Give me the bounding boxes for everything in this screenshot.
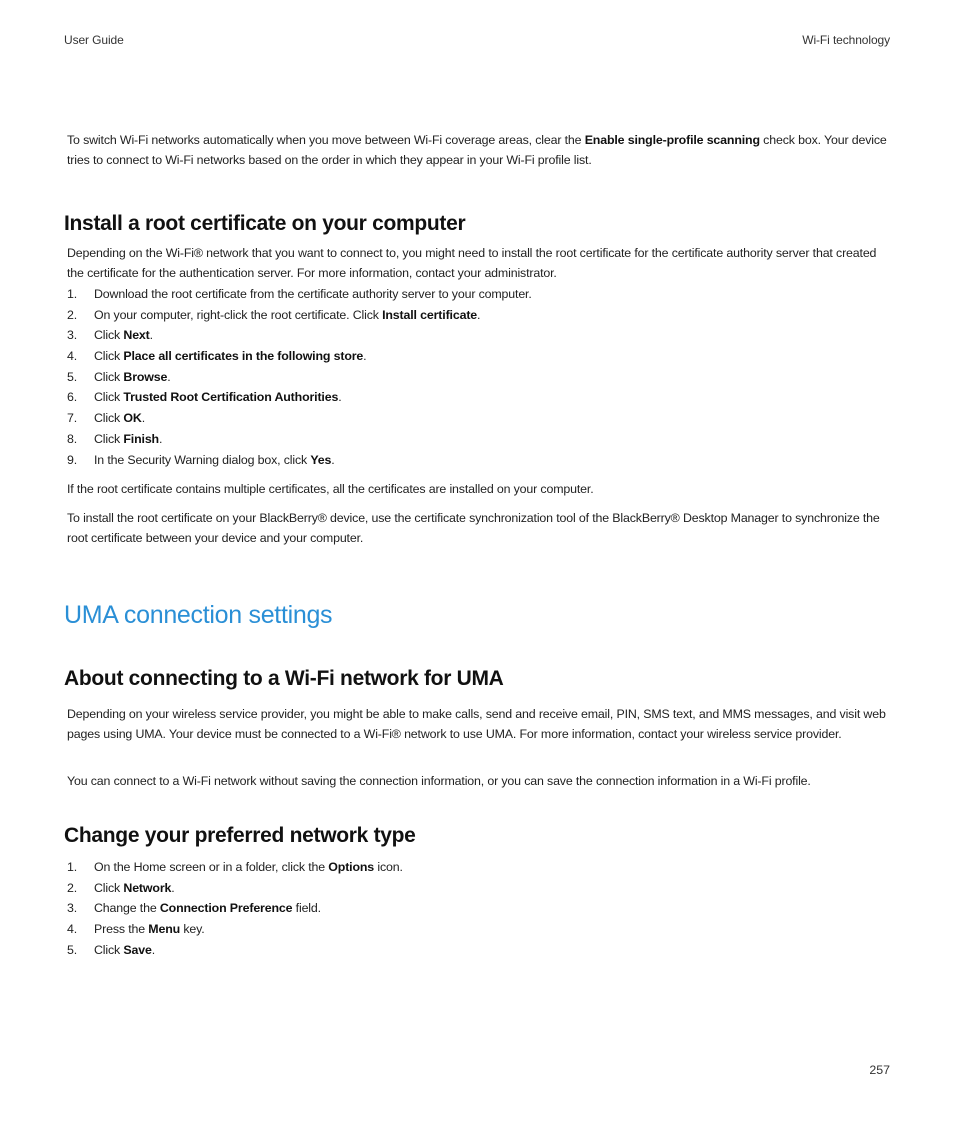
step-text: Click Network. (94, 880, 175, 895)
list-item (67, 450, 895, 471)
list-item (67, 284, 895, 305)
list-item (67, 346, 895, 367)
step-text: Change the Connection Preference field. (94, 901, 321, 916)
step-text: Click OK. (94, 411, 145, 426)
root-cert-intro: Depending on the Wi-Fi® network that you want to connect to, you might need to install the root certificate for the certificate authority server that created the certificate for the authentication server. For more information, contact your administrator. (67, 246, 877, 280)
root-cert-note-device: To install the root certificate on your BlackBerry® device, use the certificate synchronization tool of the BlackBerry® Desktop Manager to synchronize the root certificate between your device and your computer. (67, 511, 880, 545)
list-item (67, 429, 895, 450)
section-title-preferred-network: Change your preferred network type (64, 824, 416, 847)
list-item (67, 940, 895, 961)
about-uma-profile-paragraph: You can connect to a Wi-Fi network without saving the connection information, or you can save the connection information in a Wi-Fi profile. (67, 774, 811, 788)
root-cert-note-multiple: If the root certificate contains multiple certificates, all the certificates are installed on your computer. (67, 482, 594, 496)
step-text: Press the Menu key. (94, 922, 205, 937)
intro-paragraph (67, 131, 895, 170)
step-text: Click Trusted Root Certification Authorities. (94, 390, 342, 405)
page-number: 257 (869, 1063, 890, 1077)
step-text: In the Security Warning dialog box, click Yes. (94, 452, 335, 467)
step-text: On the Home screen or in a folder, click the Options icon. (94, 860, 403, 874)
step-text: Click Browse. (94, 369, 171, 384)
list-item (67, 325, 895, 346)
list-item (67, 898, 895, 919)
step-number: 3. (67, 328, 78, 343)
step-text: Download the root certificate from the certificate authority server to your computer. (94, 287, 532, 301)
step-number: 4. (67, 922, 78, 937)
step-number: 2. (67, 880, 78, 895)
root-cert-steps (67, 284, 895, 470)
section-title-about-uma: About connecting to a Wi-Fi network for UMA (64, 667, 504, 690)
list-item (67, 857, 895, 878)
about-uma-paragraph: Depending on your wireless service provider, you might be able to make calls, send and receive email, PIN, SMS text, and MMS messages, and visit web pages using UMA. Your device must be connected to a Wi-Fi® network to use UMA. For more information, contact your wireless service provider. (67, 707, 886, 741)
step-number: 6. (67, 390, 78, 405)
chapter-title-uma: UMA connection settings (64, 601, 333, 629)
step-text: On your computer, right-click the root certificate. Click Install certificate. (94, 307, 481, 322)
list-item (67, 408, 895, 429)
step-number: 5. (67, 369, 78, 384)
list-item (67, 367, 895, 388)
step-number: 8. (67, 431, 78, 446)
step-number: 2. (67, 307, 78, 322)
running-header-right: Wi-Fi technology (802, 33, 890, 47)
preferred-network-steps (67, 857, 895, 960)
intro-text-end: check box. Your device tries to connect to Wi-Fi networks based on the order in which they appear in your Wi-Fi profile list. (67, 133, 887, 167)
step-number: 5. (67, 942, 78, 957)
step-text: Click Finish. (94, 431, 163, 446)
step-number: 3. (67, 901, 78, 916)
step-number: 4. (67, 349, 78, 364)
intro-bold-term: Enable single-profile scanning (584, 133, 760, 147)
list-item (67, 919, 895, 940)
step-text: Click Next. (94, 328, 153, 343)
step-number: 7. (67, 411, 78, 426)
list-item (67, 387, 895, 408)
step-number: 9. (67, 452, 78, 467)
section-title-root-certificate: Install a root certificate on your computer (64, 212, 466, 235)
intro-text: To switch Wi-Fi networks automatically when you move between Wi-Fi coverage areas, clear the (67, 133, 585, 147)
step-number: 1. (67, 287, 78, 301)
running-header-left: User Guide (64, 33, 124, 47)
step-text: Click Place all certificates in the following store. (94, 349, 367, 364)
step-text: Click Save. (94, 942, 156, 957)
step-number: 1. (67, 860, 78, 874)
list-item (67, 878, 895, 899)
list-item (67, 305, 895, 326)
